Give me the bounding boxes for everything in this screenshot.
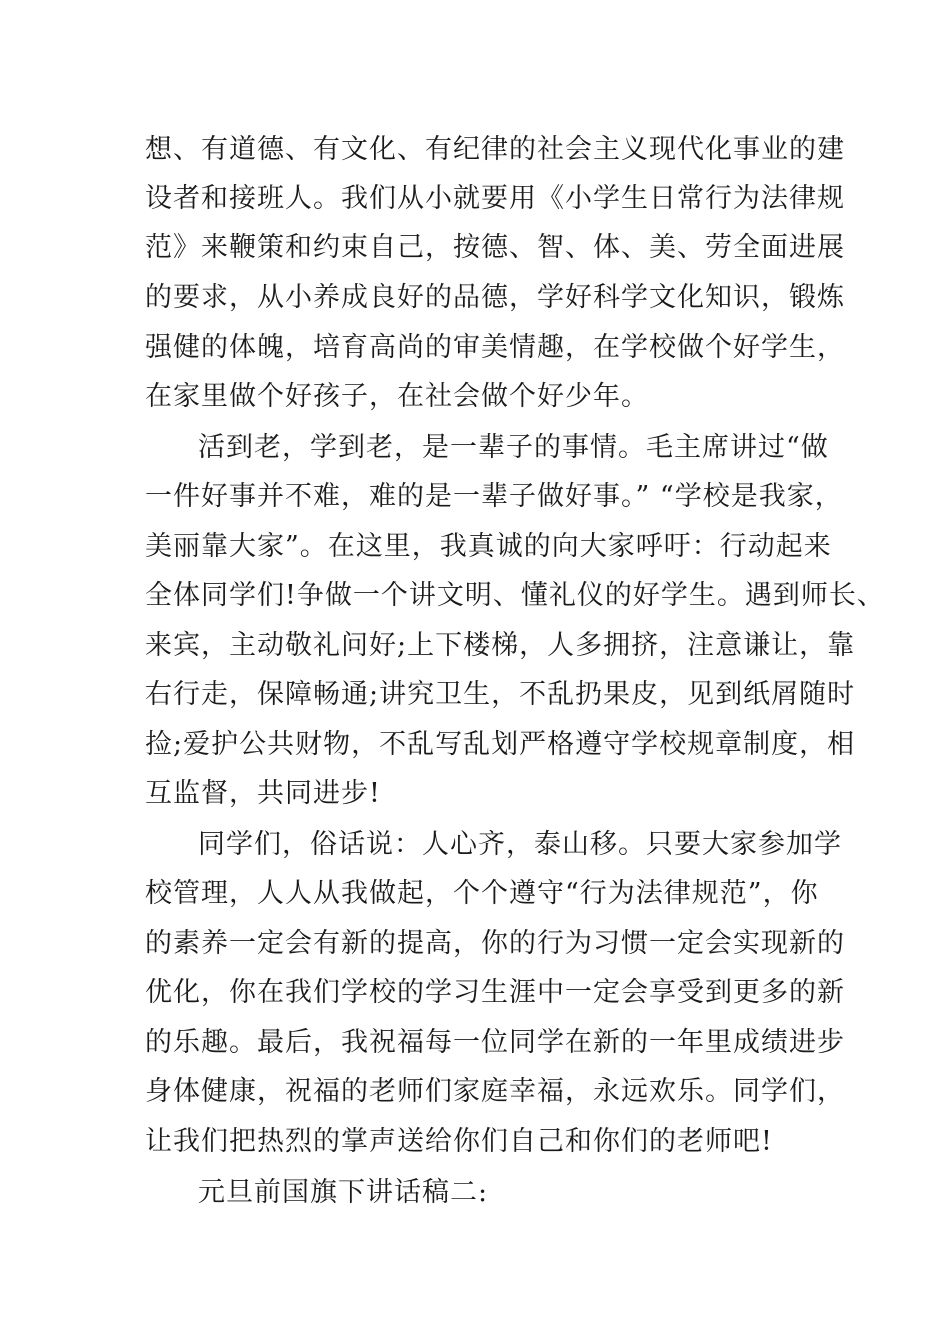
text-line: 的乐趣。最后，我祝福每一位同学在新的一年里成绩进步: [145, 1027, 845, 1058]
text-line: 范》来鞭策和约束自己，按德、智、体、美、劳全面进展: [145, 232, 845, 263]
section-heading: 元旦前国旗下讲话稿二:: [198, 1177, 489, 1208]
text-line: 活到老，学到老，是一辈子的事情。毛主席讲过“做: [198, 432, 829, 463]
text-line: 在家里做个好孩子，在社会做个好少年。: [145, 381, 649, 412]
text-line: 设者和接班人。我们从小就要用《小学生日常行为法律规: [145, 183, 845, 214]
text-line: 一件好事并不难，难的是一辈子做好事。” “学校是我家，: [145, 481, 843, 512]
text-line: 让我们把热烈的掌声送给你们自己和你们的老师吧!: [145, 1126, 773, 1157]
text-line: 想、有道德、有文化、有纪律的社会主义现代化事业的建: [145, 134, 845, 165]
text-line: 互监督，共同进步!: [145, 778, 381, 809]
text-line: 强健的体魄，培育高尚的审美情趣，在学校做个好学生，: [145, 332, 845, 363]
text-line: 来宾，主动敬礼问好;上下楼梯，人多拥挤，注意谦让，靠: [145, 630, 856, 661]
text-line: 的要求，从小养成良好的品德，学好科学文化知识，锻炼: [145, 282, 845, 313]
text-line: 的素养一定会有新的提高，你的行为习惯一定会实现新的: [145, 928, 845, 959]
text-line: 美丽靠大家”。在这里，我真诚的向大家呼吁：行动起来: [145, 531, 832, 562]
text-line: 优化，你在我们学校的学习生涯中一定会享受到更多的新: [145, 977, 845, 1008]
text-line: 同学们，俗话说：人心齐，泰山移。只要大家参加学: [198, 829, 842, 860]
text-line: 右行走，保障畅通;讲究卫生，不乱扔果皮，见到纸屑随时: [145, 679, 856, 710]
text-line: 捡;爱护公共财物，不乱写乱划严格遵守学校规章制度，相: [145, 729, 856, 760]
text-line: 身体健康，祝福的老师们家庭幸福，永远欢乐。同学们，: [145, 1076, 845, 1107]
text-line: 全体同学们!争做一个讲文明、懂礼仪的好学生。遇到师长、: [145, 580, 885, 611]
text-line: 校管理，人人从我做起，个个遵守“行为法律规范”，你: [145, 878, 819, 909]
